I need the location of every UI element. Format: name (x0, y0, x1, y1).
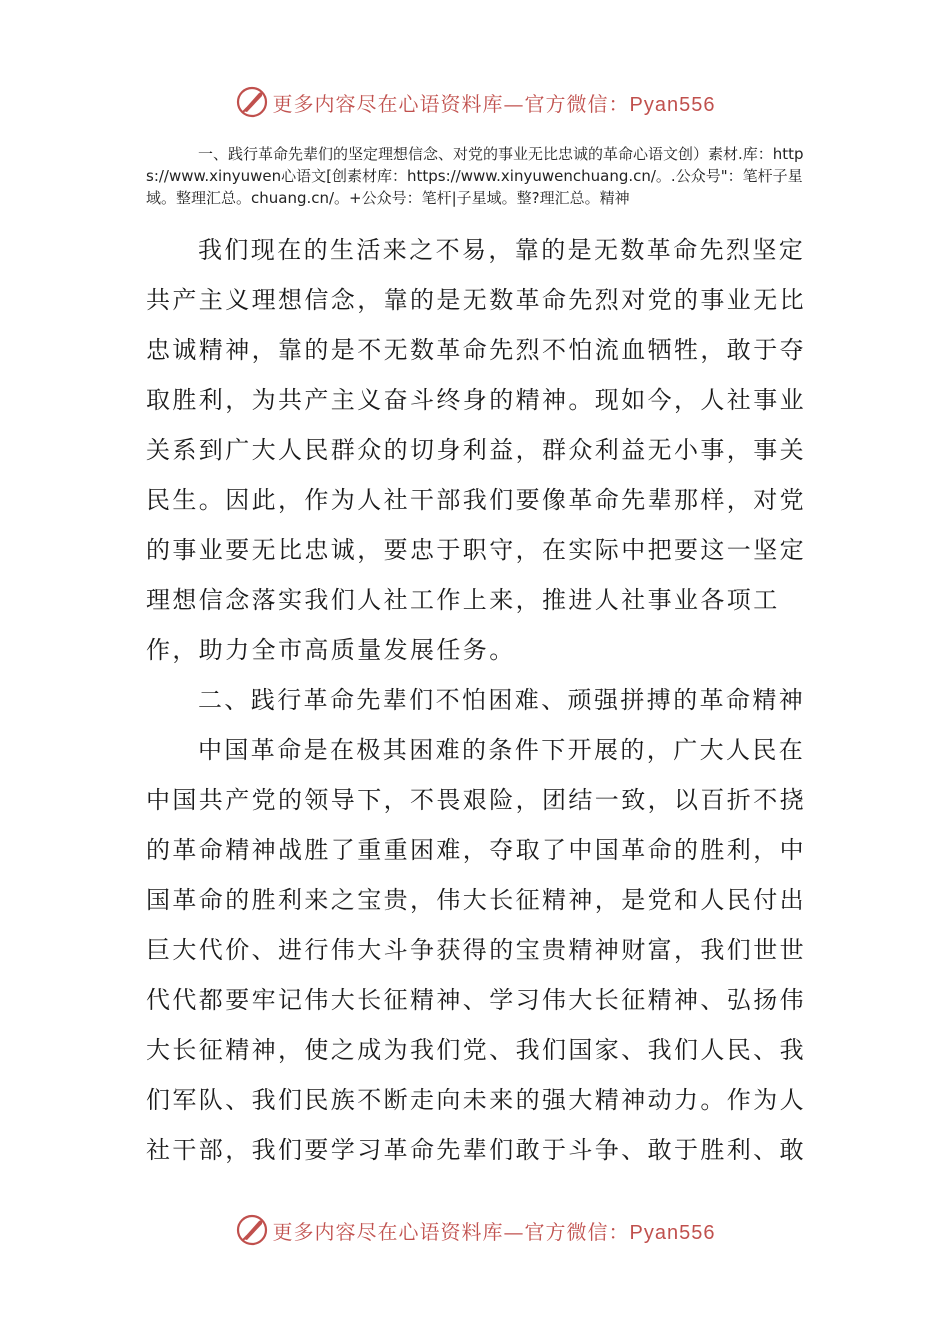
document-body (146, 143, 816, 1175)
watermark-wechat-id: Pyan556 (629, 1221, 716, 1244)
intro-note: 一、践行革命先辈们的坚定理想信念、对党的事业无比忠诚的革命心语文创）素材.库：https://www.xinyuwen心语文[创素材库：https://www.xinyuwenchuang.cn/。.公众号"：笔杆子星域。整理汇总。chuang.cn/。+公众号：笔杆|子星域。整?理汇总。精神 (146, 145, 804, 207)
paragraph-1: 我们现在的生活来之不易，靠的是无数革命先烈坚定共产主义理想信念，靠的是无数革命先烈对党的事业无比忠诚精神，靠的是不无数革命先烈不怕流血牺牲，敢于夺取胜利，为共产主义奋斗终身的精神。现如今，人社事业关系到广大人民群众的切身利益，群众利益无小事，事关民生。因此，作为人社干部我们要像革命先辈那样，对党的事业要无比忠诚，要忠于职守，在实际中把要这一坚定理想信念落实我们人社工作上来，推进人社事业各项工作，助力全市高质量发展任务。 (146, 236, 806, 664)
paragraph-2: 中国革命是在极其困难的条件下开展的，广大人民在中国共产党的领导下，不畏艰险，团结一致，以百折不挠的革命精神战胜了重重困难，夺取了中国革命的胜利，中国革命的胜利来之宝贵，伟大长征精神，是党和人民付出巨大代价、进行伟大斗争获得的宝贵精神财富，我们世世代代都要牢记伟大长征精神、学习伟大长征精神、弘扬伟大长征精神，使之成为我们党、我们国家、我们人民、我们军队、我们民族不断走向未来的强大精神动力。作为人社干部，我们要学习革命先辈们敢于斗争、敢于胜利、敢 (146, 736, 806, 1164)
watermark-text: 更多内容尽在心语资料库—官方微信：Pyan556 (272, 1219, 716, 1244)
watermark-wechat-id: Pyan556 (629, 93, 716, 116)
header-watermark (0, 80, 950, 124)
section-heading-2: 二、践行革命先辈们不怕困难、顽强拼搏的革命精神 (198, 686, 806, 714)
footer-watermark (0, 1208, 950, 1252)
quill-logo-icon (235, 1213, 269, 1247)
quill-logo-icon (235, 85, 269, 119)
watermark-text: 更多内容尽在心语资料库—官方微信：Pyan556 (272, 91, 716, 116)
